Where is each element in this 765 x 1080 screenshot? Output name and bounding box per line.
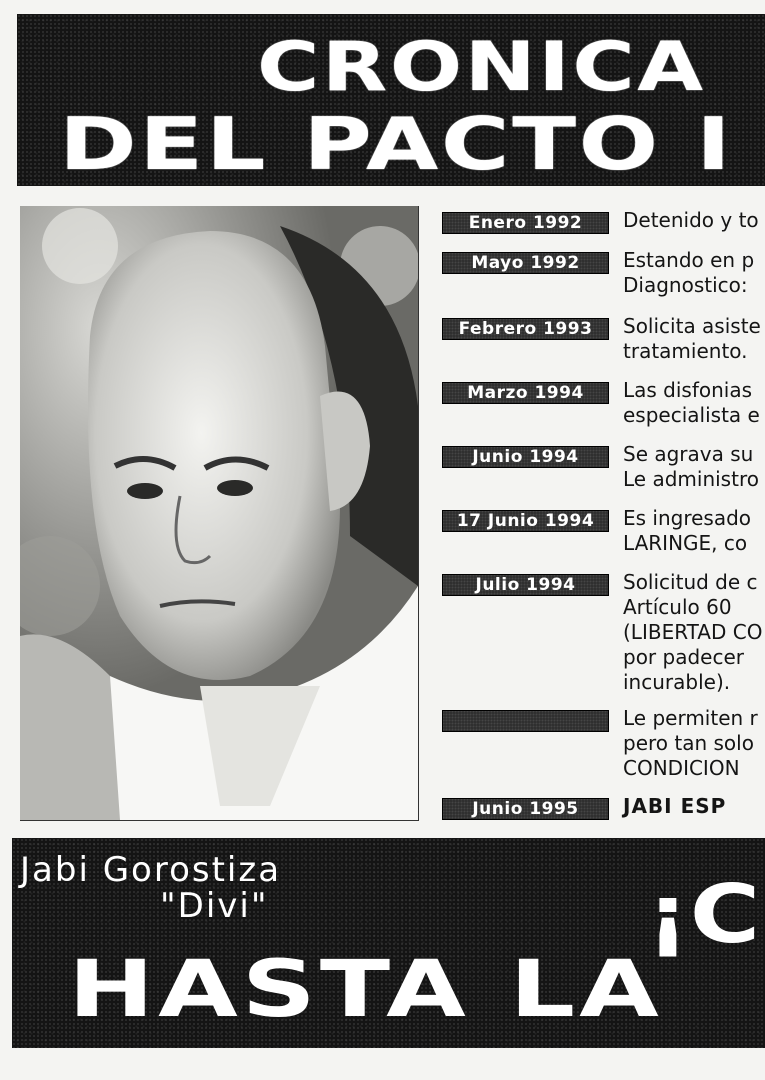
- entry-text: Solicita asiste tratamiento.: [623, 314, 761, 363]
- entry-text: Es ingresado LARINGE, co: [623, 506, 752, 555]
- date-tag: Marzo 1994: [442, 382, 609, 404]
- portrait-photo: [20, 206, 419, 821]
- date-tag: Junio 1994: [442, 446, 609, 468]
- person-nickname: "Divi": [160, 886, 269, 926]
- entry-text: Estando en p Diagnostico:: [623, 248, 755, 297]
- person-name: Jabi Gorostiza: [20, 850, 282, 890]
- date-tag: 17 Junio 1994: [442, 510, 609, 532]
- date-tag: Mayo 1992: [442, 252, 609, 274]
- date-tag: Junio 1995: [442, 798, 609, 820]
- exclamation-headline: ¡C: [646, 868, 761, 961]
- entry-text: Detenido y to: [623, 208, 759, 232]
- entry-text: Solicitud de c Artículo 60 (LIBERTAD CO por padecer incurable).: [623, 570, 763, 694]
- entry-text: Las disfonias especialista e: [623, 378, 760, 427]
- entry-text: Se agrava su Le administro: [623, 442, 759, 491]
- portrait-illustration: [20, 206, 418, 820]
- entry-text: JABI ESP: [623, 794, 727, 818]
- date-tag: Julio 1994: [442, 574, 609, 596]
- slogan-headline: HASTA LA: [68, 945, 663, 1035]
- date-tag: [442, 710, 609, 732]
- headline-line-2: DEL PACTO I: [59, 102, 734, 186]
- headline-line-1: CRONICA: [257, 28, 706, 107]
- timeline: [442, 200, 765, 840]
- date-tag: Enero 1992: [442, 212, 609, 234]
- date-tag: Febrero 1993: [442, 318, 609, 340]
- entry-text: Le permiten r pero tan solo CONDICION: [623, 706, 758, 780]
- top-banner: [17, 14, 765, 186]
